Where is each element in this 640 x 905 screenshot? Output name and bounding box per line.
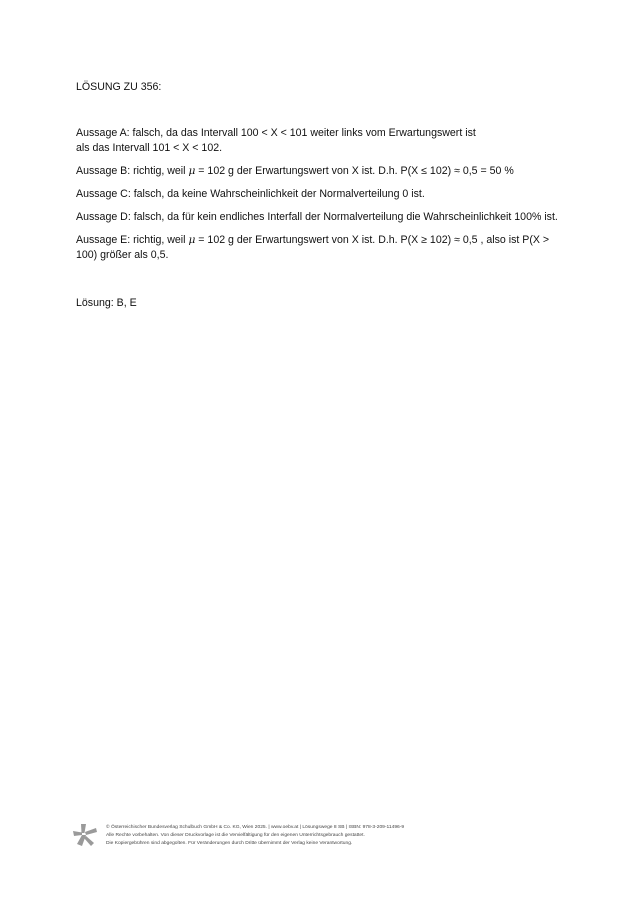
statement-d: Aussage D: falsch, da für kein endliches Interfall der Normalverteilung die Wahrscheinlichkeit 100% ist. <box>76 211 558 223</box>
statement-a-line1: Aussage A: falsch, da das Intervall 100 < X < 101 weiter links vom Erwartungswert ist <box>76 127 476 139</box>
solution-content <box>76 80 566 319</box>
footer <box>72 822 592 852</box>
copyright-line: © Österreichischer Bundesverlag Schulbuch GmbH & Co. KG, Wien 2025. | www.oebv.at | Lösungswege 8 SB | ISBN: 978-3-209-11496-9 <box>106 825 405 830</box>
statement-b-end: = 102 g der Erwartungswert von X ist. D.h. P(X ≤ 102) ≈ 0,5 = 50 % <box>195 165 514 177</box>
page-title: LÖSUNG ZU 356: <box>76 81 162 93</box>
statement-e-end: = 102 g der Erwartungswert von X ist. D.h. P(X ≥ 102) ≈ 0,5 , also ist P(X > 100) größer als 0,5. <box>76 234 550 261</box>
rights-line: Alle Rechte vorbehalten. Von dieser Druckvorlage ist die Vervielfältigung für den eigenen Unterrichtsgebrauch gestattet. <box>106 833 365 838</box>
oebv-logo-icon <box>72 822 98 848</box>
solution-answer: Lösung: B, E <box>76 297 137 309</box>
statement-b-start: Aussage B: richtig, weil <box>76 165 189 177</box>
fees-line: Die Kopiergebühren sind abgegolten. Für Veränderungen durch Dritte übernimmt der Verlag keine Verantwortung. <box>106 841 353 846</box>
statement-b <box>76 164 566 179</box>
mu-symbol: μ <box>188 234 196 246</box>
statement-e <box>76 233 566 263</box>
statement-e-start: Aussage E: richtig, weil <box>76 234 189 246</box>
statement-c: Aussage C: falsch, da keine Wahrscheinlichkeit der Normalverteilung 0 ist. <box>76 188 425 200</box>
footer-text <box>106 824 586 848</box>
statement-a <box>76 126 566 156</box>
statement-a-line2: als das Intervall 101 < X < 102. <box>76 142 223 154</box>
mu-symbol: μ <box>188 165 196 177</box>
